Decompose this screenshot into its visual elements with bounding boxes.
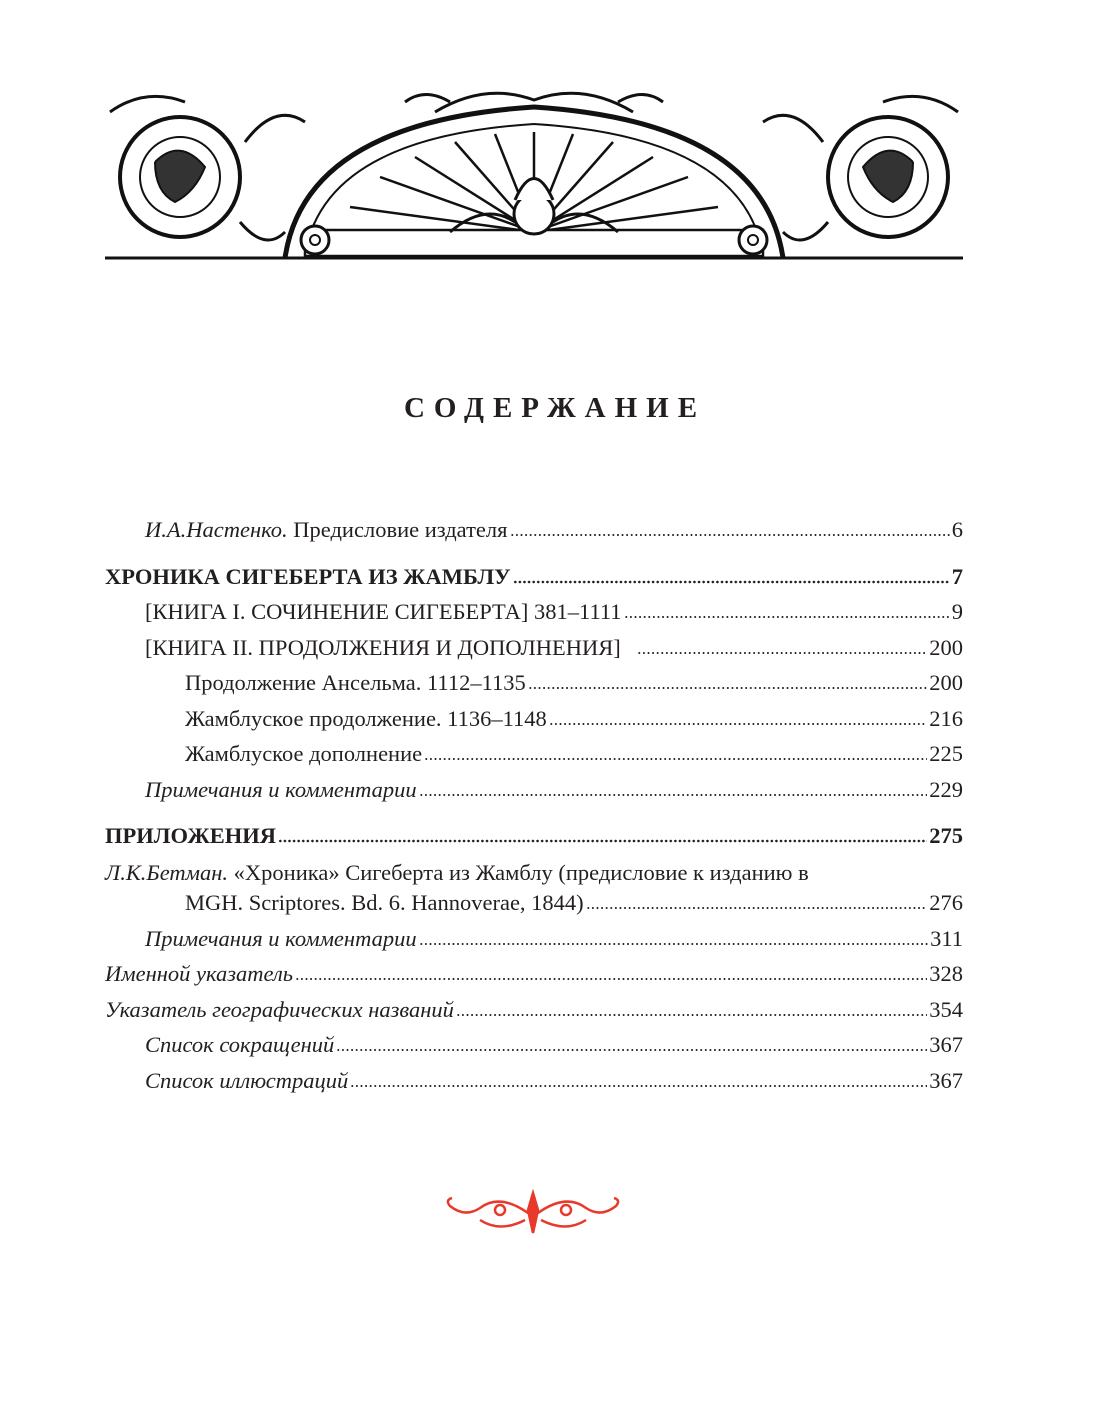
toc-entry-page: 200 — [929, 634, 963, 660]
toc-entry-page: 7 — [951, 563, 963, 589]
page-title: СОДЕРЖАНИЕ — [403, 392, 707, 424]
toc-entry-page: 225 — [929, 741, 963, 766]
toc-entry[interactable] — [105, 559, 963, 595]
toc-entry-title: Примечания и комментарии — [145, 925, 417, 951]
toc-entry-page: 9 — [951, 599, 963, 624]
dot-leader — [549, 722, 927, 726]
dot-leader — [419, 793, 928, 797]
dot-leader — [336, 1048, 927, 1052]
toc-entry-author: И.А.Настенко. — [145, 517, 288, 542]
toc-entry-page: 275 — [929, 823, 963, 848]
toc-entry[interactable] — [105, 772, 963, 808]
toc-entry[interactable] — [105, 512, 963, 548]
dot-leader — [456, 1013, 927, 1017]
toc-entry-page: 276 — [929, 889, 963, 915]
toc-entry-page: 311 — [930, 925, 963, 951]
toc-entry-title: ПРИЛОЖЕНИЯ — [105, 823, 276, 848]
toc-entry-title: Жамблуское продолжение. 1136–1148 — [185, 705, 547, 731]
toc-entry-page: 367 — [929, 1067, 963, 1093]
dot-leader — [624, 615, 950, 619]
dot-leader — [510, 533, 950, 537]
toc-entry-page: 354 — [929, 996, 963, 1022]
toc-entry-title: Примечания и комментарии — [145, 776, 417, 802]
dot-leader — [513, 580, 950, 584]
toc-entry[interactable] — [105, 736, 963, 772]
dot-leader — [528, 686, 927, 690]
toc-entry[interactable] — [105, 594, 963, 630]
toc-entry[interactable] — [105, 1027, 963, 1063]
toc-entry-page: 200 — [929, 670, 963, 695]
toc-entry[interactable] — [105, 818, 963, 854]
toc-entry[interactable] — [105, 921, 963, 957]
toc-entry-author: Л.К.Бетман. — [105, 859, 229, 885]
toc-entry-title-continuation: MGH. Scriptores. Bd. 6. Hannoverae, 1844) — [185, 889, 584, 915]
toc-entry-title: Список иллюстраций — [145, 1067, 349, 1093]
toc-entry-page: 216 — [929, 705, 963, 731]
toc-entry-title: Жамблуское дополнение — [185, 741, 423, 766]
dot-leader — [637, 651, 928, 655]
dot-leader — [419, 942, 928, 946]
toc-entry[interactable] — [105, 665, 963, 701]
toc-entry-title: [КНИГА I. СОЧИНЕНИЕ СИГЕБЕРТА] 381–1111 — [145, 599, 622, 624]
dot-leader — [350, 1084, 927, 1088]
toc-entry-title: Продолжение Ансельма. 1112–1135 — [185, 670, 526, 695]
headpiece-ornament-icon — [105, 82, 963, 268]
toc-entry[interactable] — [105, 630, 963, 666]
toc-entry[interactable] — [105, 992, 963, 1028]
toc-entry[interactable] — [105, 1063, 963, 1099]
dot-leader — [424, 757, 927, 761]
dot-leader — [586, 906, 928, 910]
dot-leader — [278, 839, 927, 843]
toc-entry-page: 328 — [929, 961, 963, 986]
toc-entry-title: Предисловие издателя — [293, 517, 508, 542]
table-of-contents — [105, 512, 963, 1098]
toc-entry[interactable] — [105, 956, 963, 992]
toc-entry-title: Список сокращений — [145, 1032, 335, 1057]
toc-entry[interactable] — [105, 701, 963, 737]
toc-entry-title: Указатель географических названий — [105, 996, 454, 1022]
toc-entry[interactable] — [105, 858, 963, 918]
toc-entry-page: 6 — [951, 517, 963, 542]
toc-entry-title: [КНИГА II. ПРОДОЛЖЕНИЯ И ДОПОЛНЕНИЯ] — [145, 634, 621, 660]
dot-leader — [295, 977, 927, 981]
toc-entry-page: 367 — [929, 1032, 963, 1057]
tailpiece-ornament-icon — [440, 1188, 626, 1238]
toc-entry-page: 229 — [929, 776, 963, 802]
toc-entry-title: ХРОНИКА СИГЕБЕРТА ИЗ ЖАМБЛУ — [105, 563, 511, 589]
toc-entry-title: Именной указатель — [105, 961, 293, 986]
toc-entry-title: «Хроника» Сигеберта из Жамблу (предисловие к изданию в — [233, 859, 809, 885]
